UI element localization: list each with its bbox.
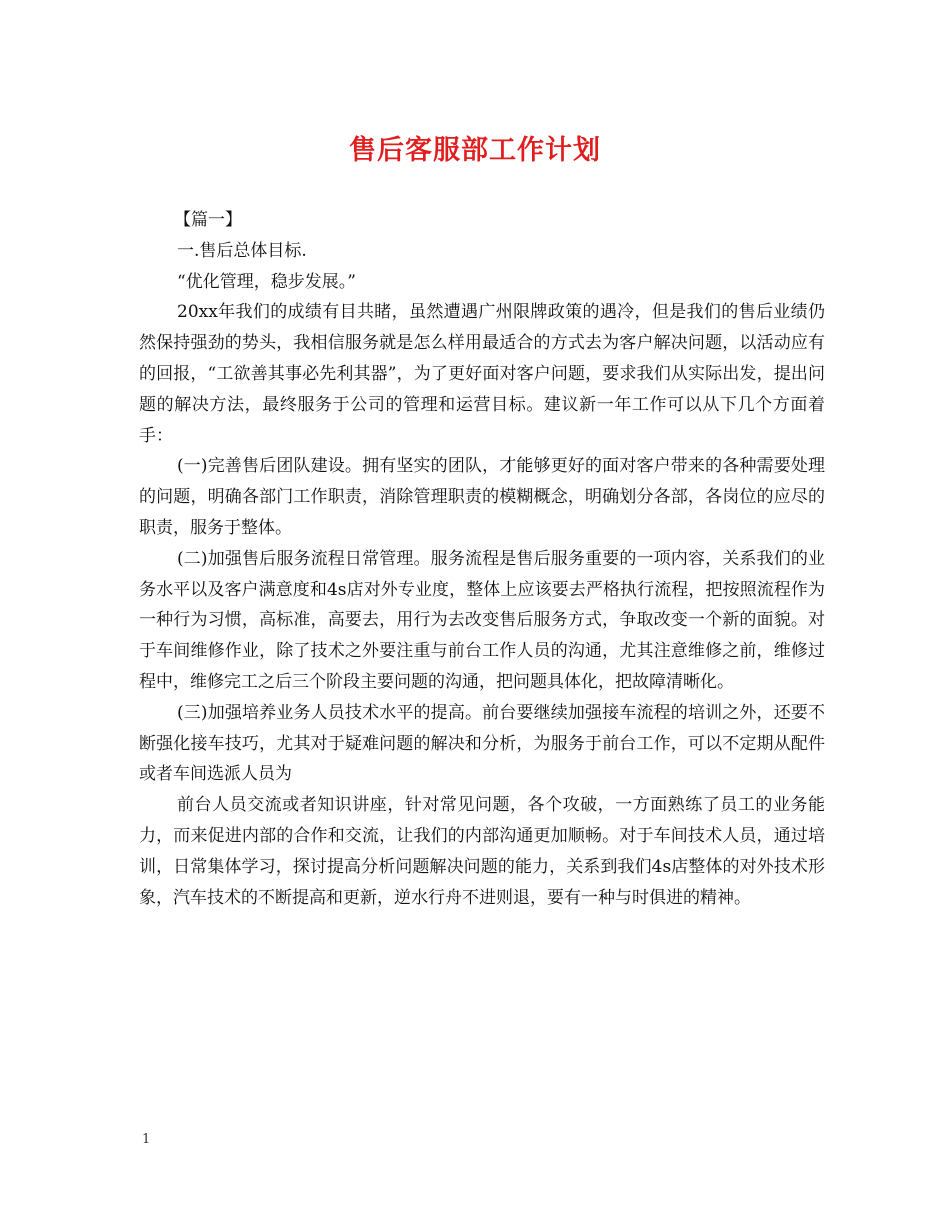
- document-title: 售后客服部工作计划: [349, 135, 601, 166]
- paragraph: (二)加强售后服务流程日常管理。服务流程是售后服务重要的一项内容，关系我们的业务水平以及客户满意度和4s店对外专业度，整体上应该要去严格执行流程，把按照流程作为一种行为习惯，高标准，高要去，用行为去改变售后服务方式，争取改变一个新的面貌。对于车间维修作业，除了技术之外要注重与前台工作人员的沟通，尤其注意维修之前，维修过程中，维修完工之后三个阶段主要问题的沟通，把问题具体化，把故障清晰化。: [139, 548, 825, 692]
- paragraph: 20xx年我们的成绩有目共睹，虽然遭遇广州限牌政策的遇冷，但是我们的售后业绩仍然保持强劲的势头，我相信服务就是怎么样用最适合的方式去为客户解决问题，以活动应有的回报，“工欲善其事必先利其器”，为了更好面对客户问题，要求我们从实际出发，提出问题的解决方法，最终服务于公司的管理和运营目标。建议新一年工作可以从下几个方面着手：: [139, 302, 825, 446]
- paragraph: 前台人员交流或者知识讲座，针对常见问题，各个攻破，一方面熟练了员工的业务能力，而来促进内部的合作和交流，让我们的内部沟通更加顺畅。对于车间技术人员，通过培训，日常集体学习，探讨提高分析问题解决问题的能力，关系到我们4s店整体的对外技术形象，汽车技术的不断提高和更新，逆水行舟不进则退，要有一种与时俱进的精神。: [139, 795, 825, 908]
- document-body: [139, 205, 825, 913]
- subheading: 一.售后总体目标.: [177, 240, 307, 261]
- section-heading: 【篇一】: [174, 210, 242, 230]
- paragraph: (一)完善售后团队建设。拥有坚实的团队，才能够更好的面对客户带来的各种需要处理的问题，明确各部门工作职责，消除管理职责的模糊概念，明确划分各部，各岗位的应尽的职责，服务于整体。: [139, 456, 825, 538]
- slogan: “优化管理，稳步发展。”: [177, 271, 356, 292]
- paragraph: (三)加强培养业务人员技术水平的提高。前台要继续加强接车流程的培训之外，还要不断强化接车技巧，尤其对于疑难问题的解决和分析，为服务于前台工作，可以不定期从配件或者车间选派人员为: [139, 702, 825, 785]
- page-number: 1: [142, 1132, 151, 1147]
